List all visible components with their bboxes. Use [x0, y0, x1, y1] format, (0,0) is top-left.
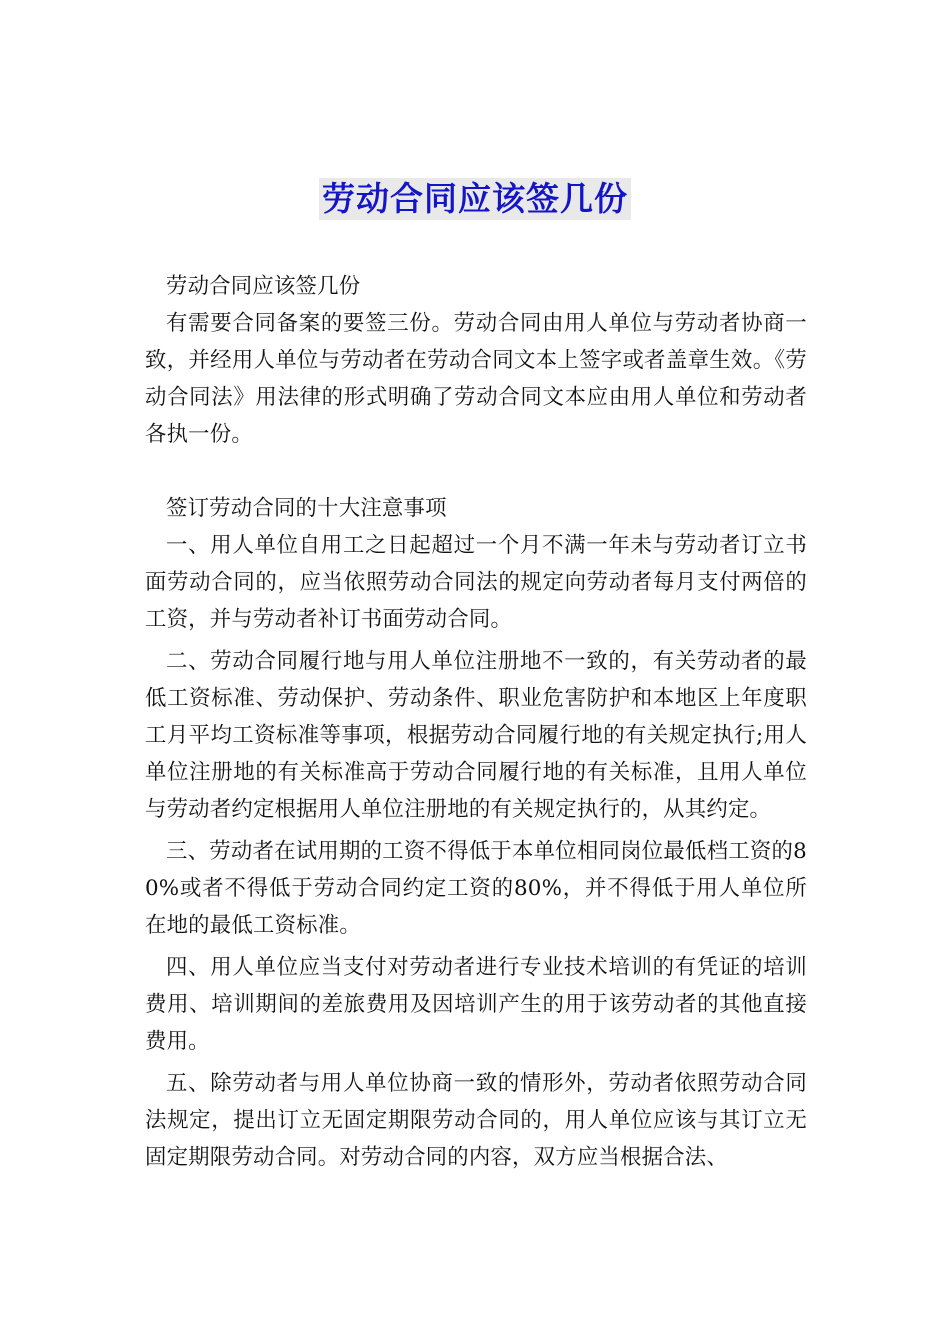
paragraph: 五、除劳动者与用人单位协商一致的情形外，劳动者依照劳动合同法规定，提出订立无固定期限劳动合同的，用人单位应该与其订立无固定期限劳动合同。对劳动合同的内容，双方应当根据合法、: [145, 1071, 807, 1170]
paragraph: 三、劳动者在试用期的工资不得低于本单位相同岗位最低档工资的80%或者不得低于劳动合同约定工资的80%，并不得低于用人单位所在地的最低工资标准。: [145, 839, 807, 938]
document-title: 劳动合同应该签几份: [319, 178, 631, 220]
document-body: [145, 268, 807, 1176]
paragraph-heading-2: 签订劳动合同的十大注意事项: [166, 496, 447, 521]
paragraph: 二、劳动合同履行地与用人单位注册地不一致的，有关劳动者的最低工资标准、劳动保护、劳动条件、职业危害防护和本地区上年度职工月平均工资标准等事项，根据劳动合同履行地的有关规定执行;用人单位注册地的有关标准高于劳动合同履行地的有关标准，且用人单位与劳动者约定根据用人单位注册地的有关规定执行的，从其约定。: [145, 649, 807, 822]
paragraph: 一、用人单位自用工之日起超过一个月不满一年未与劳动者订立书面劳动合同的，应当依照劳动合同法的规定向劳动者每月支付两倍的工资，并与劳动者补订书面劳动合同。: [145, 533, 807, 632]
paragraph-heading-1: 劳动合同应该签几份: [166, 274, 361, 299]
title-container: [0, 178, 950, 220]
paragraph: 四、用人单位应当支付对劳动者进行专业技术培训的有凭证的培训费用、培训期间的差旅费用及因培训产生的用于该劳动者的其他直接费用。: [145, 955, 807, 1054]
paragraph: 有需要合同备案的要签三份。劳动合同由用人单位与劳动者协商一致，并经用人单位与劳动者在劳动合同文本上签字或者盖章生效。《劳动合同法》用法律的形式明确了劳动合同文本应由用人单位和劳动者各执一份。: [145, 311, 807, 447]
blank-line: [145, 453, 807, 490]
